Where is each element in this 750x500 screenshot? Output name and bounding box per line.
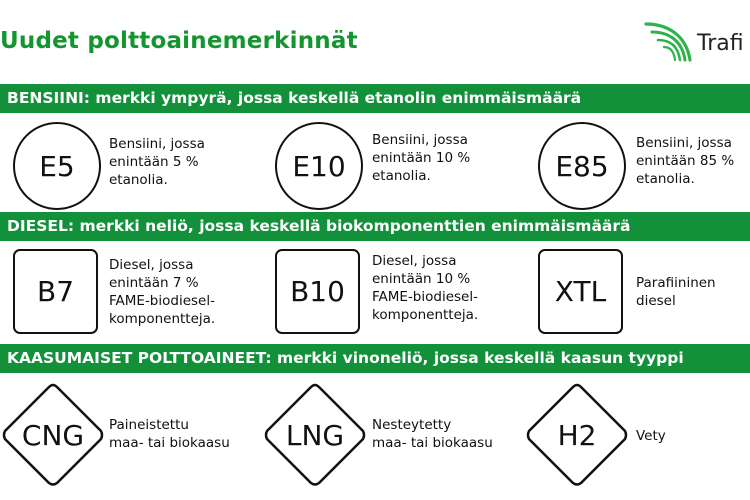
fuel-symbol-e10: E10 (275, 122, 363, 210)
fuel-description: Bensiini, jossa enintään 5 % etanolia. (109, 136, 205, 188)
section-label: BENSIINI: (7, 89, 91, 107)
fuel-symbol-xtl: XTL (538, 249, 623, 334)
fuel-symbol-e85: E85 (538, 122, 626, 210)
fuel-description: Parafiininen diesel (636, 275, 716, 309)
fuel-symbol-cng: CNG (0, 382, 106, 488)
section-text: merkki neliö, jossa keskellä biokomponenttien enimmäismäärä (74, 217, 631, 235)
fuel-description: Bensiini, jossa enintään 85 % etanolia. (636, 135, 735, 187)
fuel-symbol-lng: LNG (262, 382, 368, 488)
section-band-kaasumaiset (0, 344, 750, 373)
section-band-bensiini (0, 84, 750, 113)
fuel-description: Vety (636, 428, 666, 444)
section-band-diesel (0, 212, 750, 241)
section-label: DIESEL: (7, 217, 75, 235)
page-title: Uudet polttoainemerkinnät (0, 28, 358, 54)
section-text: merkki vinoneliö, jossa keskellä kaasun tyyppi (271, 349, 684, 367)
fuel-symbol-b7: B7 (13, 249, 98, 334)
fuel-symbol-e5: E5 (13, 122, 101, 210)
fuel-description: Paineistettu maa- tai biokaasu (109, 417, 230, 451)
section-label: KAASUMAISET POLTTOAINEET: (7, 349, 272, 367)
fuel-description: Diesel, jossa enintään 10 % FAME-biodiesel- komponentteja. (372, 253, 479, 323)
fuel-symbol-h2: H2 (524, 382, 630, 488)
fuel-symbol-b10: B10 (275, 249, 360, 334)
fuel-description: Diesel, jossa enintään 7 % FAME-biodiesel- komponentteja. (109, 257, 216, 327)
section-text: merkki ympyrä, jossa keskellä etanolin enimmäismäärä (90, 89, 582, 107)
fuel-description: Bensiini, jossa enintään 10 % etanolia. (372, 132, 471, 184)
fuel-description: Nesteytetty maa- tai biokaasu (372, 417, 493, 451)
logo-text: Trafi (697, 31, 744, 56)
